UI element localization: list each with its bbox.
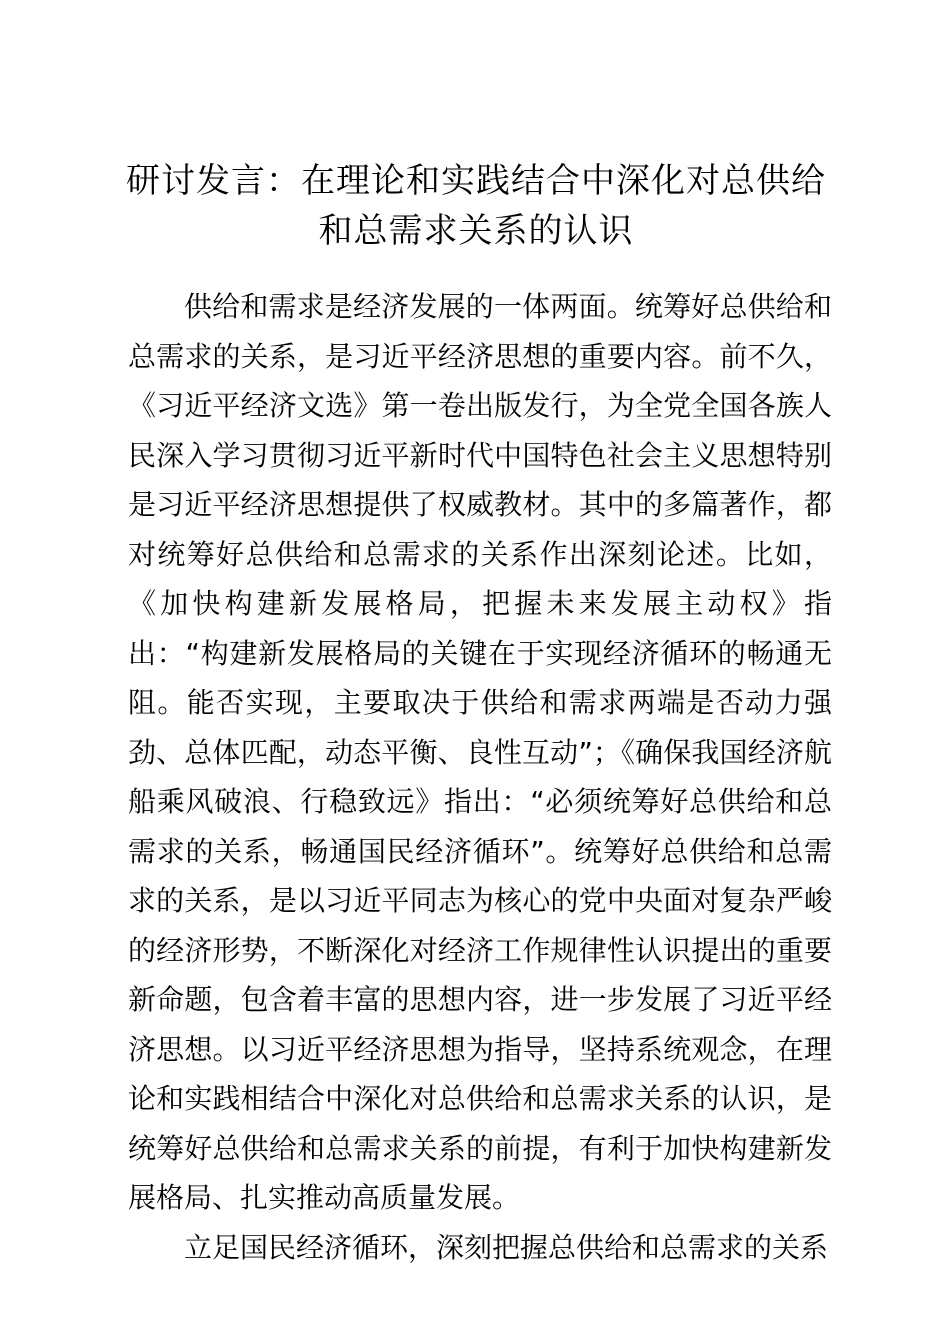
document-body	[128, 282, 832, 1272]
body-paragraph: 供给和需求是经济发展的一体两面。统筹好总供给和总需求的关系，是习近平经济思想的重要内容。前不久，《习近平经济文选》第一卷出版发行，为全党全国各族人民深入学习贯彻习近平新时代中国特色社会主义思想特别是习近平经济思想提供了权威教材。其中的多篇著作，都对统筹好总供给和总需求的关系作出深刻论述。比如，《加快构建新发展格局，把握未来发展主动权》指出：“构建新发展格局的关键在于实现经济循环的畅通无阻。能否实现，主要取决于供给和需求两端是否动力强劲、总体匹配，动态平衡、良性互动”；《确保我国经济航船乘风破浪、行稳致远》指出：“必须统筹好总供给和总需求的关系，畅通国民经济循环”。统筹好总供给和总需求的关系，是以习近平同志为核心的党中央面对复杂严峻的经济形势，不断深化对经济工作规律性认识提出的重要新命题，包含着丰富的思想内容，进一步发展了习近平经济思想。以习近平经济思想为指导，坚持系统观念，在理论和实践相结合中深化对总供给和总需求关系的认识，是统筹好总供给和总需求关系的前提，有利于加快构建新发展格局、扎实推动高质量发展。	[128, 290, 832, 1214]
section-heading: 立足国民经济循环，深刻把握总供给和总需求的关系	[184, 1230, 829, 1264]
document-title: 研讨发言：在理论和实践结合中深化对总供给和总需求关系的认识	[126, 161, 826, 251]
